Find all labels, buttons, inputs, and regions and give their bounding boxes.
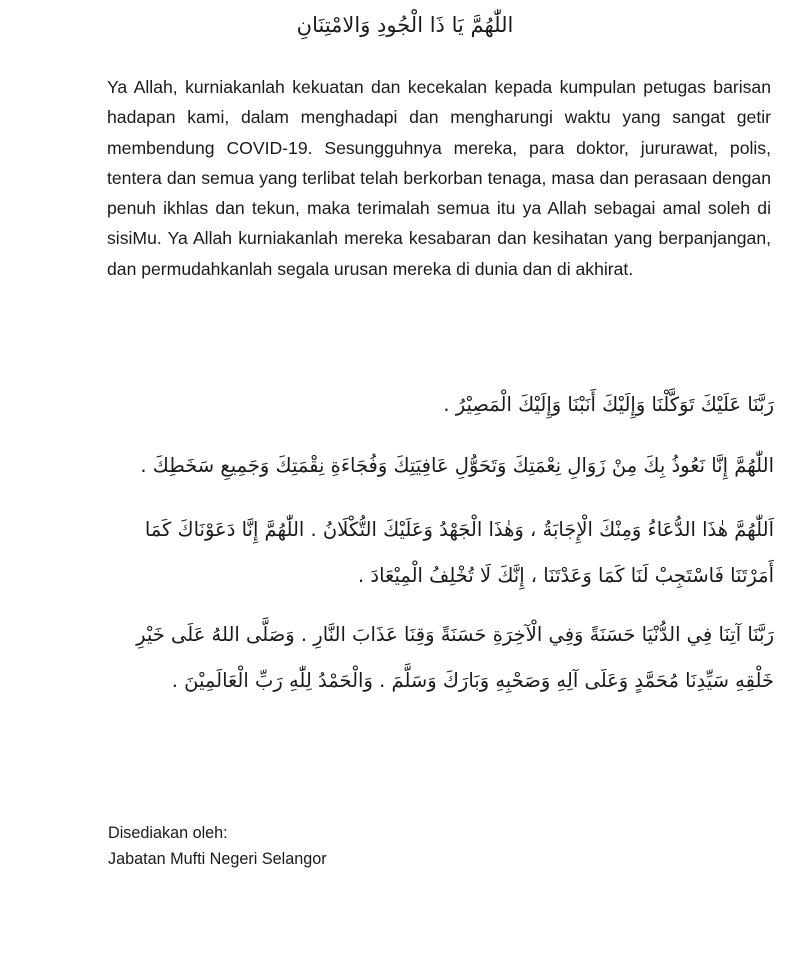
arabic-prayer-4-line-1: رَبَّنَا آتِنَا فِي الدُّنْيَا حَسَنَةً وَفِي الْآخِرَةِ حَسَنَةً وَقِنَا عَذَابَ النَّارِ . وَصَلَّى اللهُ عَلَى خَيْرِ bbox=[136, 623, 774, 646]
arabic-prayer-2-line: اللّٰهُمَّ إِنَّا نَعُوذُ بِكَ مِنْ زَوَالِ نِعْمَتِكَ وَتَحَوُّلِ عَافِيَتِكَ وَفُجَاءَةِ نِقْمَتِكَ وَجَمِيعِ سَخَطِكَ . bbox=[140, 454, 774, 477]
arabic-prayer-2 bbox=[104, 446, 774, 486]
arabic-prayer-1-line: رَبَّنَا عَلَيْكَ تَوَكَّلْنَا وَإِلَيْكَ أَنَبْنَا وَإِلَيْكَ الْمَصِيْرُ . bbox=[443, 393, 774, 416]
arabic-prayer-4 bbox=[104, 612, 774, 704]
arabic-prayer-3 bbox=[104, 507, 774, 599]
arabic-title: اللّٰهُمَّ يَا ذَا الْجُودِ وَالامْتِنَانِ bbox=[296, 13, 514, 37]
prepared-by-label: Disediakan oleh: bbox=[108, 824, 228, 842]
arabic-prayer-1 bbox=[104, 385, 774, 425]
arabic-prayer-3-line-2: أَمَرْتَنَا فَاسْتَجِبْ لَنَا كَمَا وَعَدْتَنَا ، إِنَّكَ لَا تُخْلِفُ الْمِيْعَادَ . bbox=[358, 564, 774, 587]
malay-prayer-paragraph: Ya Allah, kurniakanlah kekuatan dan kecekalan kepada kumpulan petugas barisan hadapan kami, dalam menghadapi dan mengharungi waktu yang sangat getir membendung COVID-19. Sesungguhnya mereka, para doktor, jururawat, polis, tentera dan semua yang terlibat telah berkorban tenaga, masa dan perasaan dengan penuh ikhlas dan tekun, maka terimalah semua itu ya Allah sebagai amal soleh di sisiMu. Ya Allah kurniakanlah mereka kesabaran dan kesihatan yang berpanjangan, dan permudahkanlah segala urusan mereka di dunia dan di akhirat. bbox=[107, 77, 771, 279]
arabic-prayer-3-line-1: اَللّٰهُمَّ هٰذَا الدُّعَاءُ وَمِنْكَ الْإِجَابَةُ ، وَهٰذَا الْجَهْدُ وَعَلَيْكَ التُّكْلَانُ . اللّٰهُمَّ إِنَّا دَعَوْنَاكَ كَمَا bbox=[144, 518, 774, 541]
arabic-prayer-4-line-2: خَلْقِهِ سَيِّدِنَا مُحَمَّدٍ وَعَلَى آلِهِ وَصَحْبِهِ وَبَارَكَ وَسَلَّمَ . وَالْحَمْدُ لِلّٰهِ رَبِّ الْعَالَمِيْنَ . bbox=[171, 669, 774, 692]
organization-name: Jabatan Mufti Negeri Selangor bbox=[108, 850, 327, 868]
